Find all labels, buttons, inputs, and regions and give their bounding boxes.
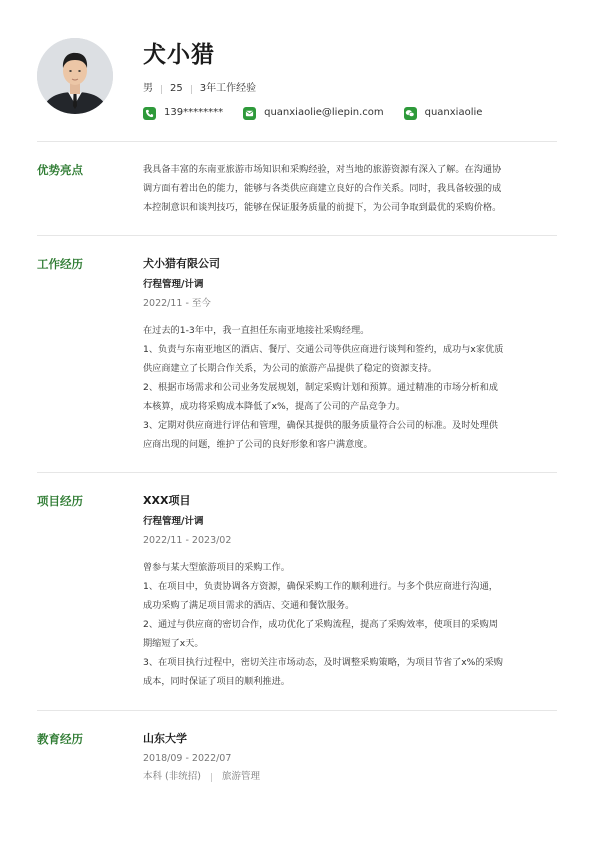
- contact-info: [143, 106, 502, 120]
- education-content: [143, 731, 555, 784]
- degree: 本科 (非统招): [143, 771, 201, 782]
- divider: [161, 85, 162, 94]
- work-line: 3、定期对供应商进行评估和管理，确保其提供的服务质量符合公司的标准。及时处理供: [143, 420, 498, 431]
- mail-icon: [243, 107, 256, 120]
- divider: [191, 85, 192, 94]
- project-line: 1、在项目中，负责协调各方资源，确保采购工作的顺利进行。与多个供应商进行沟通，: [143, 581, 498, 592]
- advantages-content: [143, 160, 555, 217]
- work-line: 在过去的1-3年中，我一直担任东南亚地接社采购经理。: [143, 325, 370, 336]
- major: 旅游管理: [221, 771, 260, 782]
- advantages-line: 调方面有着出色的能力，能够与各类供应商建立良好的合作关系。同时，我具备较强的成: [143, 183, 502, 194]
- project-role: 行程管理/计调: [143, 516, 204, 527]
- work-content: [143, 256, 555, 454]
- avatar-photo: [37, 38, 113, 114]
- section-title-work: 工作经历: [37, 257, 83, 271]
- job-role: 行程管理/计调: [143, 279, 204, 290]
- section-title-project: 项目经历: [37, 494, 83, 508]
- work-line: 2、根据市场需求和公司业务发展规划，制定采购计划和预算。通过精准的市场分析和成: [143, 382, 498, 393]
- project-line: 成功采购了满足项目需求的酒店、交通和餐饮服务。: [143, 600, 355, 611]
- project-date: 2022/11 - 2023/02: [143, 535, 232, 546]
- degree-info: [143, 770, 555, 784]
- work-line: 1、负责与东南亚地区的酒店、餐厅、交通公司等供应商进行谈判和签约，成功与x家优质: [143, 344, 504, 355]
- age: 25: [170, 83, 183, 94]
- divider: [37, 710, 557, 711]
- basic-info: [143, 82, 256, 96]
- email-address[interactable]: quanxiaolie@liepin.com: [264, 107, 384, 118]
- section-title-advantages: 优势亮点: [37, 163, 83, 177]
- project-line: 曾参与某大型旅游项目的采购工作。: [143, 562, 290, 573]
- school-name: 山东大学: [143, 732, 187, 745]
- phone-icon: [143, 107, 156, 120]
- project-line: 成本，同时保证了项目的顺利推进。: [143, 676, 290, 687]
- avatar: [37, 38, 113, 114]
- divider: [211, 773, 212, 782]
- phone-contact: [143, 106, 223, 120]
- experience: 3年工作经验: [199, 83, 257, 94]
- project-name: XXX项目: [143, 494, 191, 507]
- project-content: [143, 493, 555, 691]
- work-date: 2022/11 - 至今: [143, 298, 211, 309]
- gender: 男: [143, 83, 153, 94]
- work-line: 本核算，成功将采购成本降低了x%，提高了公司的产品竞争力。: [143, 401, 406, 412]
- wechat-contact: [404, 106, 483, 120]
- project-description: [143, 558, 555, 691]
- wechat-icon: [404, 107, 417, 120]
- phone-number: 139********: [164, 107, 224, 118]
- advantages-line: 本控制意识和谈判技巧，能够在保证服务质量的前提下，为公司争取到最优的采购价格。: [143, 202, 502, 213]
- divider: [37, 141, 557, 142]
- advantages-line: 我具备丰富的东南亚旅游市场知识和采购经验，对当地的旅游资源有深入了解。在沟通协: [143, 164, 502, 175]
- candidate-name: 犬小猎: [143, 42, 215, 68]
- email-contact: [243, 106, 384, 120]
- company-name: 犬小猎有限公司: [143, 257, 220, 270]
- education-date: 2018/09 - 2022/07: [143, 753, 232, 764]
- work-description: [143, 321, 555, 454]
- wechat-id: quanxiaolie: [424, 107, 483, 118]
- project-line: 2、通过与供应商的密切合作，成功优化了采购流程，提高了采购效率，使项目的采购周: [143, 619, 498, 630]
- section-title-education: 教育经历: [37, 732, 83, 746]
- project-line: 期缩短了x天。: [143, 638, 204, 649]
- divider: [37, 235, 557, 236]
- divider: [37, 472, 557, 473]
- work-line: 应商出现的问题，维护了公司的良好形象和客户满意度。: [143, 439, 373, 450]
- project-line: 3、在项目执行过程中，密切关注市场动态，及时调整采购策略，为项目节省了x%的采购: [143, 657, 503, 668]
- work-line: 供应商建立了长期合作关系，为公司的旅游产品提供了稳定的资源支持。: [143, 363, 437, 374]
